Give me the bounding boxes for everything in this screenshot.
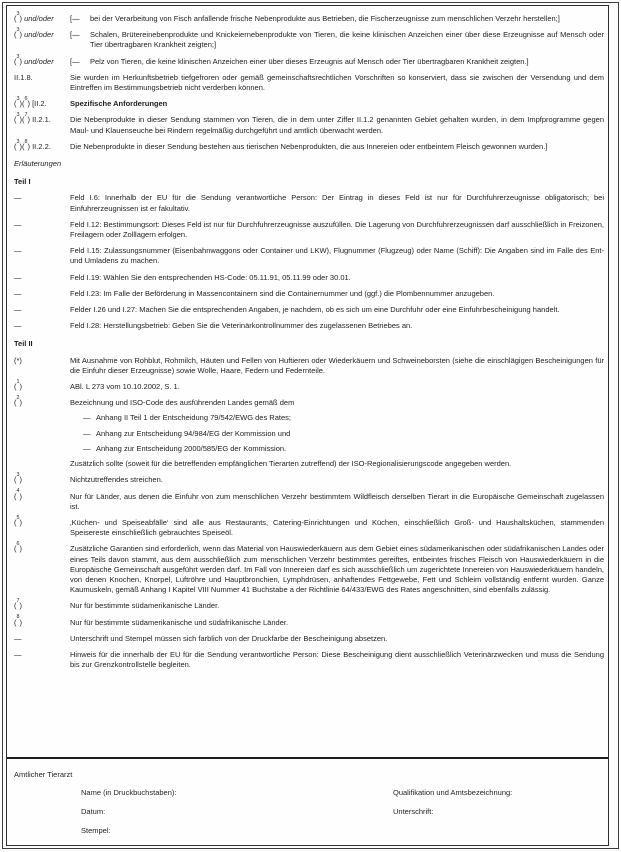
clause-II-2-1 xyxy=(14,112,604,135)
row-text: ‚Küchen- und Speiseabfälle‘ sind alle aus Restaurants, Catering-Einrichtungen und Küchen, einschließlich Groß- und Haushaltsküchen, stammenden Speisereste einschließlich gebrauchtes Speiseöl. xyxy=(70,517,604,538)
note-fields-I-26-27 xyxy=(14,305,604,315)
sub-list-item: — Anhang II Teil 1 der Entscheidung 79/542/EWG des Rates; xyxy=(83,413,291,423)
row-marker: ($^4$) xyxy=(14,488,22,501)
row-text: Die Nebenprodukte in dieser Sendung bestehen aus tierischen Nebenprodukten, die aus Innereien oder entbeintem Fleisch gewonnen wurden.] xyxy=(70,141,548,151)
certificate-text-area xyxy=(7,6,608,757)
row-marker: ($^5$) xyxy=(14,514,22,527)
row-marker: ($^7$) xyxy=(14,598,22,611)
row-marker: II.1.8. xyxy=(14,72,33,82)
row-text: Bezeichnung und ISO-Code des ausführenden Landes gemäß dem — Anhang II Teil 1 der Entscheidung 79/542/EWG des Rates; — Anhang zur Entscheidung 94/984/EG der Kommission und — Anhang zur Entscheidung 2000/585/EG der Kommission. Zusätzlich sollte (soweit für die betreffenden empfänglichen Tierarten zutreffend) der ISO-Regionalisierungscode angegeben werden. xyxy=(70,398,604,469)
footnote-6 xyxy=(14,541,604,595)
row-marker: ($^3$) und/oder xyxy=(14,27,54,40)
bracket-dash-marker: [— xyxy=(70,14,80,23)
row-text: Feld I.28: Herstellungsbetrieb: Geben Sie die Veterinärkontrollnummer des zugelassenen Betriebes an. xyxy=(70,321,413,331)
footnote-7 xyxy=(14,598,604,611)
row-marker: — xyxy=(14,321,22,331)
row-marker: — xyxy=(14,193,22,203)
row-marker: — xyxy=(14,246,22,256)
row-text: Feld I.12: Bestimmungsort: Dieses Feld ist nur für Durchfuhrerzeugnisse auszufüllen. Die Lagerung von Durchfuhrerzeugnissen darf ausschließlich in Freizonen, Freilagern oder Zolllagern erfolgen. xyxy=(70,219,604,240)
footnote-5 xyxy=(14,514,604,538)
note-signature-color xyxy=(14,634,604,644)
note-field-I-28 xyxy=(14,321,604,331)
clause-fur xyxy=(14,53,604,67)
sub-list-item: — Anhang zur Entscheidung 94/984/EG der Kommission und xyxy=(83,428,291,438)
footnote-8 xyxy=(14,614,604,628)
row-marker: — xyxy=(14,649,22,659)
vet-signature-label: Unterschrift: xyxy=(393,807,434,816)
row-marker: ($^8$) xyxy=(14,614,22,627)
row-marker: ($^2$) xyxy=(14,395,22,408)
row-marker: ($^3$) xyxy=(14,472,22,485)
vet-name-label: Name (in Druckbuchstaben): xyxy=(81,788,177,797)
row-text: Unterschrift und Stempel müssen sich farblich von der Druckfarbe der Bescheinigung absetzen. xyxy=(70,633,388,643)
row-marker: ($^3$)($^8$) II.2.2. xyxy=(14,138,51,151)
row-text: Felder I.26 und I.27: Machen Sie die entsprechenden Angaben, je nachdem, ob es sich um eine Durchfuhr oder eine Einfuhrbescheinigung handelt. xyxy=(70,305,560,315)
bracket-dash-marker: [— xyxy=(70,56,80,66)
footnote-3 xyxy=(14,472,604,485)
row-marker: ($^1$) xyxy=(14,378,22,392)
row-text: Nur für bestimmte südamerikanische Länder. xyxy=(70,601,220,611)
row-text: Feld I.6: Innerhalb der EU für die Sendung verantwortliche Person: Der Eintrag in dieses Feld ist nur für Durchfuhrerzeugnisse obligatorisch; bei Einfuhrerzeugnissen ist er fakultativ. xyxy=(70,193,604,213)
row-text: Nur für bestimmte südamerikanische und südafrikanische Länder. xyxy=(70,617,289,627)
official-vet-section xyxy=(7,757,608,845)
footnote-star xyxy=(14,356,604,376)
clause-II-2-2 xyxy=(14,138,604,152)
row-text: Zusätzliche Garantien sind erforderlich, wenn das Material von Hauswiederkäuern aus dem Gebiet eines südamerikanischen oder südafrikanischen Landes oder eines Teils davon stammt, aus dem ausschließlich zum menschlichen Verzehr bestimmtes gereiftes, entbeintes frisches Fleisch von Hauswiederkäuern in die Europäische Gemeinschaft ausgeführt werden darf. Im Fall von Innereien darf es sich ausschließlich um zugerichtete Innereien von Hauswiederkäuern handeln, von denen Knochen, Knorpel, Luftröhre und Hauptbronchien, Lymphdrüsen, anhaftendes Fettgewebe, Fett und Schleim vollständig entfernt wurden. Ganze Kaumuskeln, gemäß Anhang I Kapitel VIII Nummer 41 Buchstabe a der Richtlinie 64/433/EWG des Rates angeschnitten, sind ebenfalls zulässig. xyxy=(70,544,604,595)
clause-hatchery-byproducts xyxy=(14,27,604,50)
section-title-text: Teil II xyxy=(14,339,33,349)
clause-fish-byproducts xyxy=(14,10,604,24)
note-field-I-6 xyxy=(14,193,604,213)
row-marker: ($^3$) und/oder xyxy=(14,53,54,66)
row-marker: ($^3$)($^6$) [II.2. xyxy=(14,96,47,109)
vet-date-label: Datum: xyxy=(81,807,106,816)
row-marker: — xyxy=(14,219,22,229)
row-text: Nichtzutreffendes streichen. xyxy=(70,475,163,485)
notes-title xyxy=(14,159,604,169)
footnote-4 xyxy=(14,488,604,512)
row-text: Die Nebenprodukte in dieser Sendung stammen von Tieren, die in dem unter Ziffer II.1.2 genannten Gebiet gehalten wurden, in dem Impfprogramme gegen Maul- und Klauenseuche bei Rindern regelmäßig durchgeführt und amtlich überwacht werden. xyxy=(70,115,604,135)
part-1-heading xyxy=(14,177,604,187)
sub-list-item: — Anhang zur Entscheidung 2000/585/EG der Kommission. xyxy=(83,443,287,453)
row-marker: ($^3$) und/oder xyxy=(14,10,54,23)
row-marker: (*) xyxy=(14,355,22,365)
heading-II-2 xyxy=(14,96,604,109)
row-text: [— Pelz von Tieren, die keine klinischen Anzeichen einer über dieses Erzeugnis auf Mensch oder Tier übertragbaren Krankheit zeigten.] xyxy=(70,56,529,66)
bracket-dash-marker: [— xyxy=(70,30,80,40)
row-text: Nur für Länder, aus denen die Einfuhr von zum menschlichen Verzehr bestimmtem Wildfleisch derselben Tierart in die Europäische Gemeinschaft zugelassen ist. xyxy=(70,491,604,511)
part-2-heading xyxy=(14,339,604,349)
vet-qualification-label: Qualifikation und Amtsbezeichnung: xyxy=(393,788,513,797)
section-title-text: Teil I xyxy=(14,177,31,187)
note-field-I-15 xyxy=(14,246,604,266)
page-inner-border xyxy=(6,5,609,846)
note-field-I-19 xyxy=(14,273,604,283)
clause-II-1-8 xyxy=(14,73,604,93)
row-text: Hinweis für die innerhalb der EU für die Sendung verantwortliche Person: Diese Bescheinigung dient ausschließlich Veterinärzwecken und muss die Sendung bis zur Grenzkontrollstelle begleiten. xyxy=(70,649,604,670)
row-marker: — xyxy=(14,288,22,298)
row-text: Spezifische Anforderungen xyxy=(70,99,168,109)
note-field-I-12 xyxy=(14,220,604,240)
row-text: Feld I.19: Wählen Sie den entsprechenden HS-Code: 05.11.91, 05.11.99 oder 30.01. xyxy=(70,272,351,282)
vet-stamp-label: Stempel: xyxy=(81,826,111,835)
row-text: Feld I.15: Zulassungsnummer (Eisenbahnwaggons oder Container und LKW), Flugnummer (Flugzeug) oder Name (Schiff): Die Angaben sind im Falle des Ent- und Umladens zu machen. xyxy=(70,246,604,266)
row-marker: ($^6$) xyxy=(14,541,22,554)
row-marker: — xyxy=(14,272,22,282)
row-marker: — xyxy=(14,633,22,643)
note-field-I-23 xyxy=(14,289,604,299)
row-marker: — xyxy=(14,305,22,315)
footnote-1 xyxy=(14,378,604,392)
row-text: [— Schalen, Brütereinebenprodukte und Knickeiernebenprodukte von Tieren, die keine klinischen Anzeichen einer über diese Erzeugnisse auf Mensch oder Tier übertragbaren Krankheit zeigten;] xyxy=(70,30,604,50)
footnote-2 xyxy=(14,395,604,469)
row-text: ABl. L 273 vom 10.10.2002, S. 1. xyxy=(70,382,180,392)
row-text: Mit Ausnahme von Rohblut, Rohmilch, Häuten und Fellen von Huftieren oder Wiederkäuern und Schweineborsten (siehe die einschlägigen Bescheinigungen für die Einfuhr dieser Erzeugnisse) sowie Wolle, Haare, Federn und Federnteile. xyxy=(70,355,604,375)
row-text: [— bei der Verarbeitung von Fisch anfallende frische Nebenprodukte aus Betrieben, die Fischerzeugnisse zum menschlichen Verzehr herstellen;] xyxy=(70,14,560,23)
row-marker: ($^3$)($^7$) II.2.1. xyxy=(14,112,51,125)
row-text: Sie wurden im Herkunftsbetrieb tiefgefroren oder gemäß gemeinschaftsrechtlichen Vorschriften so konserviert, dass sie zwischen der Versendung und dem Eintreffen im Bestimmungsbetrieb nicht verderben können. xyxy=(70,72,604,93)
note-eu-responsible-person xyxy=(14,650,604,670)
section-title-text: Erläuterungen xyxy=(14,159,62,169)
official-vet-title: Amtlicher Tierarzt xyxy=(14,770,73,779)
row-text: Feld I.23: Im Falle der Beförderung in Massencontainern sind die Containernummer und (ggf.) die Plombennummer anzugeben. xyxy=(70,288,495,298)
